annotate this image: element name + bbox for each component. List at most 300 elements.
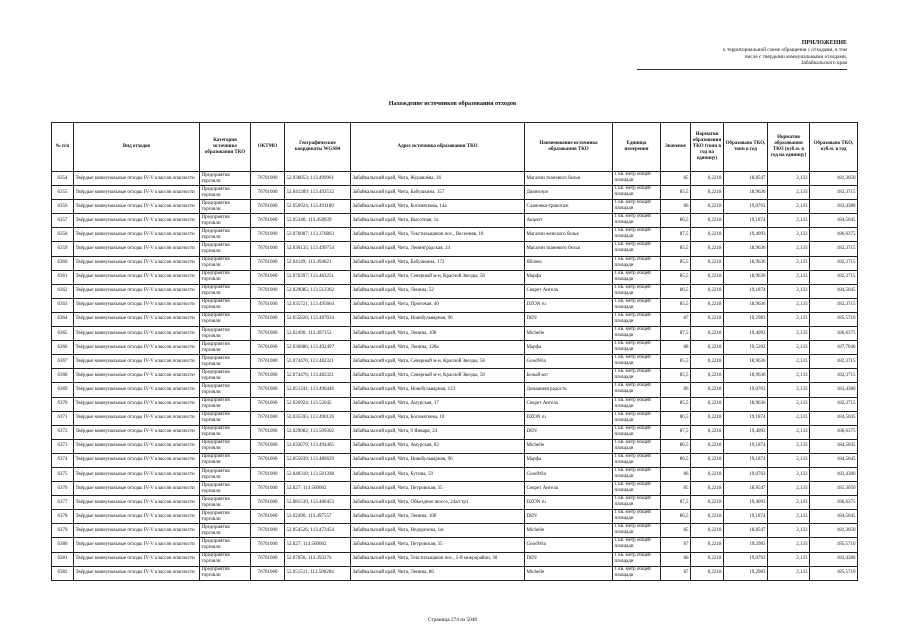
table-row	[52, 327, 858, 341]
cell-tko-tonnes: 18,9636	[724, 256, 768, 270]
cell-waste-type: Твёрдые коммунальные отходы IV-V классов опасности	[74, 411, 200, 425]
cell-tko-tonnes: 18,9636	[724, 355, 768, 369]
cell-unit: 1 кв. метр общей площади	[613, 341, 661, 355]
cell-unit: 1 кв. метр общей площади	[613, 298, 661, 312]
cell-coordinates: 52.036853; 113.499961	[285, 172, 351, 186]
cell-value: 85,5	[661, 186, 691, 200]
cell-norm-tonnes: 0,2218	[691, 242, 724, 256]
column-header: Вид отходов	[74, 123, 200, 172]
cell-value: 85,5	[661, 355, 691, 369]
cell-row-number: 6369	[52, 383, 74, 397]
cell-unit: 1 кв. метр общей площади	[613, 186, 661, 200]
cell-unit: 1 кв. метр общей площади	[613, 425, 661, 439]
cell-norm-cubic: 2,133	[768, 270, 810, 284]
table-row	[52, 312, 858, 326]
cell-oktmo: 76701000	[251, 172, 285, 186]
appendix-line: числе с твердыми коммунальными отходами,	[744, 53, 847, 60]
cell-address: Забайкальский край, Чита, Северный м-н, Красной Звезды, 58	[351, 270, 525, 284]
cell-row-number: 6361	[52, 270, 74, 284]
cell-coordinates: 52.033679; 113.494465	[285, 439, 351, 453]
column-header: Единица измерения	[613, 123, 661, 172]
cell-oktmo: 76701000	[251, 566, 285, 580]
cell-address: Забайкальский край, Чита, Проезжая, 40	[351, 298, 525, 312]
column-header: Норматив образования ТКО (куб.м. в год на единицу)	[768, 123, 810, 172]
cell-category: Предприятия торговли	[200, 552, 251, 566]
cell-tko-cubic: 181,3050	[810, 172, 858, 186]
cell-tko-cubic: 183,4380	[810, 467, 858, 481]
cell-tko-tonnes: 19,1874	[724, 510, 768, 524]
cell-source-name: Michelle	[525, 524, 613, 538]
cell-waste-type: Твёрдые коммунальные отходы IV-V классов опасности	[74, 383, 200, 397]
cell-value: 87,5	[661, 425, 691, 439]
cell-oktmo: 76701000	[251, 482, 285, 496]
cell-norm-tonnes: 0,2218	[691, 327, 724, 341]
cell-address: Забайкальский край, Чита, Ленина, 86	[351, 566, 525, 580]
cell-oktmo: 76701000	[251, 425, 285, 439]
appendix-line: к территориальной схеме обращения с отходами, в том	[723, 47, 847, 54]
cell-norm-tonnes: 0,2218	[691, 214, 724, 228]
cell-row-number: 6381	[52, 552, 74, 566]
cell-category: Предприятия торговли	[200, 482, 251, 496]
cell-value: 85,5	[661, 242, 691, 256]
cell-source-name: Секрет Ангела	[525, 482, 613, 496]
cell-row-number: 6356	[52, 200, 74, 214]
table-row	[52, 242, 858, 256]
cell-tko-tonnes: 19,0763	[724, 467, 768, 481]
cell-address: Забайкальский край, Чита, Петровская, 35	[351, 482, 525, 496]
cell-norm-tonnes: 0,2218	[691, 284, 724, 298]
cell-oktmo: 76701000	[251, 538, 285, 552]
cell-address: Забайкальский край, Чита, Текстильщиков пос., 5-й микрорайон, 30	[351, 552, 525, 566]
cell-value: 87,5	[661, 327, 691, 341]
cell-waste-type: Твёрдые коммунальные отходы IV-V классов опасности	[74, 496, 200, 510]
cell-tko-cubic: 184,5045	[810, 453, 858, 467]
cell-source-name: GoodWin	[525, 538, 613, 552]
cell-norm-cubic: 2,133	[768, 298, 810, 312]
cell-unit: 1 кв. метр общей площади	[613, 214, 661, 228]
cell-tko-cubic: 182,3715	[810, 355, 858, 369]
cell-tko-cubic: 187,7040	[810, 341, 858, 355]
table-row	[52, 425, 858, 439]
cell-tko-tonnes: 18,9636	[724, 270, 768, 284]
cell-coordinates: 52.030135; 113.499754	[285, 242, 351, 256]
cell-coordinates: 52.04149; 113.494621	[285, 256, 351, 270]
cell-category: Предприятия торговли	[200, 538, 251, 552]
cell-row-number: 6378	[52, 510, 74, 524]
cell-tko-tonnes: 18,9636	[724, 242, 768, 256]
cell-address: Забайкальский край, Чита, Северный м-н, Красной Звезды, 58	[351, 369, 525, 383]
cell-row-number: 6372	[52, 425, 74, 439]
cell-address: Забайкальский край, Чита, 9 Января, 24	[351, 425, 525, 439]
cell-oktmo: 76701000	[251, 341, 285, 355]
cell-tko-cubic: 181,3050	[810, 524, 858, 538]
cell-tko-tonnes: 19,1874	[724, 411, 768, 425]
table-row	[52, 538, 858, 552]
cell-waste-type: Твёрдые коммунальные отходы IV-V классов опасности	[74, 538, 200, 552]
cell-value: 85,5	[661, 270, 691, 284]
cell-row-number: 6359	[52, 242, 74, 256]
cell-value: 86,5	[661, 439, 691, 453]
cell-coordinates: 52.041289; 113.492532	[285, 186, 351, 200]
cell-coordinates: 52.051511; 113.506204	[285, 566, 351, 580]
cell-source-name: GoodWin	[525, 467, 613, 481]
cell-source-name: DZON ru	[525, 496, 613, 510]
cell-row-number: 6360	[52, 256, 74, 270]
cell-norm-cubic: 2,133	[768, 453, 810, 467]
cell-norm-tonnes: 0,2218	[691, 524, 724, 538]
cell-coordinates: 52.07056; 113.393276	[285, 552, 351, 566]
cell-category: Предприятия торговли	[200, 439, 251, 453]
cell-category: Предприятия торговли	[200, 312, 251, 326]
cell-waste-type: Твёрдые коммунальные отходы IV-V классов опасности	[74, 439, 200, 453]
cell-unit: 1 кв. метр общей площади	[613, 200, 661, 214]
cell-address: Забайкальский край, Чита, Ленина, 52	[351, 284, 525, 298]
cell-unit: 1 кв. метр общей площади	[613, 270, 661, 284]
cell-norm-cubic: 2,133	[768, 538, 810, 552]
cell-coordinates: 52.051241; 113.496446	[285, 383, 351, 397]
cell-source-name: Магазин тканевого белья	[525, 172, 613, 186]
cell-norm-tonnes: 0,2218	[691, 298, 724, 312]
cell-unit: 1 кв. метр общей площади	[613, 482, 661, 496]
cell-tko-tonnes: 19,2983	[724, 566, 768, 580]
cell-tko-cubic: 186,6375	[810, 496, 858, 510]
cell-unit: 1 кв. метр общей площади	[613, 552, 661, 566]
cell-tko-cubic: 185,5710	[810, 538, 858, 552]
cell-tko-cubic: 183,4380	[810, 383, 858, 397]
cell-source-name: Джинсеро	[525, 186, 613, 200]
cell-tko-tonnes: 19,1874	[724, 214, 768, 228]
cell-unit: 1 кв. метр общей площади	[613, 327, 661, 341]
cell-source-name: Michelle	[525, 439, 613, 453]
cell-coordinates: 52.036886; 113.492497	[285, 341, 351, 355]
cell-waste-type: Твёрдые коммунальные отходы IV-V классов опасности	[74, 228, 200, 242]
cell-row-number: 6358	[52, 228, 74, 242]
cell-unit: 1 кв. метр общей площади	[613, 467, 661, 481]
cell-norm-cubic: 2,133	[768, 397, 810, 411]
cell-source-name: Магазин тканевого белья	[525, 242, 613, 256]
cell-tko-tonnes: 19,4093	[724, 425, 768, 439]
table-body	[52, 172, 858, 581]
column-header: Наименование источника образования ТКО	[525, 123, 613, 172]
table-row	[52, 200, 858, 214]
cell-source-name: Марфа	[525, 453, 613, 467]
cell-address: Забайкальский край, Чита, Высотная, 1а	[351, 214, 525, 228]
table-row	[52, 256, 858, 270]
cell-coordinates: 52.02496; 113.497557	[285, 510, 351, 524]
cell-oktmo: 76701000	[251, 496, 285, 510]
cell-waste-type: Твёрдые коммунальные отходы IV-V классов опасности	[74, 172, 200, 186]
cell-tko-cubic: 186,6375	[810, 327, 858, 341]
cell-norm-tonnes: 0,2218	[691, 566, 724, 580]
cell-oktmo: 76701000	[251, 327, 285, 341]
cell-norm-cubic: 2,133	[768, 510, 810, 524]
cell-unit: 1 кв. метр общей площади	[613, 355, 661, 369]
cell-norm-cubic: 2,133	[768, 284, 810, 298]
cell-oktmo: 76701000	[251, 214, 285, 228]
cell-address: Забайкальский край, Чита, Объездное шоссе, 24а/стр1	[351, 496, 525, 510]
cell-address: Забайкальский край, Чита, Богомягкова, 14а	[351, 200, 525, 214]
cell-coordinates: 52.027; 113.500062	[285, 482, 351, 496]
cell-row-number: 6355	[52, 186, 74, 200]
cell-category: Предприятия торговли	[200, 369, 251, 383]
cell-category: Предприятия торговли	[200, 355, 251, 369]
cell-tko-cubic: 185,5710	[810, 566, 858, 580]
cell-source-name: DEN	[525, 425, 613, 439]
cell-tko-tonnes: 18,8547	[724, 482, 768, 496]
cell-norm-cubic: 2,133	[768, 467, 810, 481]
cell-oktmo: 76701000	[251, 186, 285, 200]
cell-category: Предприятия торговли	[200, 284, 251, 298]
cell-waste-type: Твёрдые коммунальные отходы IV-V классов опасности	[74, 453, 200, 467]
cell-value: 86	[661, 200, 691, 214]
cell-waste-type: Твёрдые коммунальные отходы IV-V классов опасности	[74, 425, 200, 439]
cell-address: Забайкальский край, Чита, Северный м-н, Красной Звезды, 58	[351, 355, 525, 369]
cell-address: Забайкальский край, Чита, Ленина, 128а	[351, 341, 525, 355]
cell-category: Предприятия торговли	[200, 186, 251, 200]
cell-value: 87,5	[661, 228, 691, 242]
cell-norm-cubic: 2,133	[768, 482, 810, 496]
cell-oktmo: 76701000	[251, 312, 285, 326]
cell-tko-tonnes: 18,9636	[724, 369, 768, 383]
cell-waste-type: Твёрдые коммунальные отходы IV-V классов опасности	[74, 467, 200, 481]
cell-waste-type: Твёрдые коммунальные отходы IV-V классов опасности	[74, 482, 200, 496]
cell-norm-tonnes: 0,2218	[691, 411, 724, 425]
cell-norm-cubic: 2,133	[768, 242, 810, 256]
cell-tko-tonnes: 19,4093	[724, 228, 768, 242]
cell-norm-tonnes: 0,2218	[691, 186, 724, 200]
cell-tko-cubic: 182,3715	[810, 270, 858, 284]
cell-norm-tonnes: 0,2218	[691, 439, 724, 453]
cell-norm-tonnes: 0,2218	[691, 552, 724, 566]
column-header: Адрес источника образования ТКО	[351, 123, 525, 172]
cell-address: Забайкальский край, Чита, Амурская, 17	[351, 397, 525, 411]
cell-oktmo: 76701000	[251, 256, 285, 270]
table-row	[52, 284, 858, 298]
cell-unit: 1 кв. метр общей площади	[613, 284, 661, 298]
cell-norm-tonnes: 0,2218	[691, 510, 724, 524]
cell-norm-tonnes: 0,2218	[691, 397, 724, 411]
cell-unit: 1 кв. метр общей площади	[613, 172, 661, 186]
cell-oktmo: 76701000	[251, 383, 285, 397]
cell-tko-cubic: 184,5045	[810, 214, 858, 228]
cell-category: Предприятия торговли	[200, 383, 251, 397]
cell-waste-type: Твёрдые коммунальные отходы IV-V классов опасности	[74, 566, 200, 580]
cell-row-number: 6354	[52, 172, 74, 186]
cell-waste-type: Твёрдые коммунальные отходы IV-V классов опасности	[74, 284, 200, 298]
cell-value: 87,5	[661, 496, 691, 510]
cell-tko-cubic: 182,3715	[810, 242, 858, 256]
cell-value: 85,5	[661, 397, 691, 411]
cell-oktmo: 76701000	[251, 284, 285, 298]
cell-source-name: DEN	[525, 510, 613, 524]
cell-norm-cubic: 2,133	[768, 186, 810, 200]
cell-coordinates: 52.02496; 113.497153	[285, 327, 351, 341]
table-row	[52, 172, 858, 186]
cell-norm-tonnes: 0,2218	[691, 369, 724, 383]
cell-unit: 1 кв. метр общей площади	[613, 510, 661, 524]
cell-category: Предприятия торговли	[200, 256, 251, 270]
cell-unit: 1 кв. метр общей площади	[613, 538, 661, 552]
cell-value: 86,5	[661, 214, 691, 228]
cell-tko-cubic: 184,5045	[810, 510, 858, 524]
cell-category: Предприятия торговли	[200, 341, 251, 355]
cell-value: 85,5	[661, 369, 691, 383]
cell-value: 85	[661, 172, 691, 186]
cell-row-number: 6376	[52, 482, 74, 496]
cell-address: Забайкальский край, Чита, Ленина, 108	[351, 510, 525, 524]
cell-tko-tonnes: 19,2983	[724, 538, 768, 552]
cell-unit: 1 кв. метр общей площади	[613, 524, 661, 538]
cell-norm-cubic: 2,133	[768, 312, 810, 326]
cell-category: Предприятия торговли	[200, 327, 251, 341]
cell-oktmo: 76701000	[251, 510, 285, 524]
cell-address: Забайкальский край, Чита, Бутина, 59	[351, 467, 525, 481]
cell-tko-cubic: 185,5710	[810, 312, 858, 326]
cell-value: 85	[661, 524, 691, 538]
cell-row-number: 6366	[52, 341, 74, 355]
cell-tko-cubic: 184,5045	[810, 411, 858, 425]
column-header: Географические координаты WGS84	[285, 123, 351, 172]
cell-norm-cubic: 2,133	[768, 355, 810, 369]
cell-coordinates: 52.055826; 113.487034	[285, 312, 351, 326]
page-heading: Нахождение источников образования отходов	[388, 100, 517, 107]
cell-unit: 1 кв. метр общей площади	[613, 312, 661, 326]
cell-value: 86	[661, 552, 691, 566]
cell-value: 88	[661, 341, 691, 355]
cell-norm-cubic: 2,133	[768, 327, 810, 341]
cell-value: 85,5	[661, 298, 691, 312]
cell-address: Забайкальский край, Чита, Петровская, 35	[351, 538, 525, 552]
cell-coordinates: 52.027; 113.500062	[285, 538, 351, 552]
cell-address: Забайкальский край, Чита, Ленина, 108	[351, 327, 525, 341]
cell-tko-tonnes: 19,2983	[724, 312, 768, 326]
cell-row-number: 6364	[52, 312, 74, 326]
cell-waste-type: Твёрдые коммунальные отходы IV-V классов опасности	[74, 214, 200, 228]
cell-oktmo: 76701000	[251, 453, 285, 467]
cell-norm-tonnes: 0,2218	[691, 355, 724, 369]
cell-category: Предприятия торговли	[200, 496, 251, 510]
cell-source-name: Магазин женского белья	[525, 228, 613, 242]
cell-address: Забайкальский край, Чита, Журавлёва, 36	[351, 172, 525, 186]
table-row	[52, 411, 858, 425]
appendix-title: ПРИЛОЖЕНИЕ	[801, 40, 847, 46]
table-row	[52, 467, 858, 481]
table-row	[52, 453, 858, 467]
cell-source-name: DEN	[525, 552, 613, 566]
cell-norm-tonnes: 0,2218	[691, 383, 724, 397]
cell-category: Предприятия торговли	[200, 453, 251, 467]
cell-coordinates: 52.026924; 113.52045	[285, 397, 351, 411]
cell-row-number: 6371	[52, 411, 74, 425]
cell-norm-cubic: 2,133	[768, 496, 810, 510]
cell-tko-tonnes: 19,1874	[724, 453, 768, 467]
cell-source-name: DZON ru	[525, 411, 613, 425]
cell-address: Забайкальский край, Чита, Новобульварная, 123	[351, 383, 525, 397]
appendix-block	[637, 40, 847, 70]
cell-tko-tonnes: 19,4093	[724, 327, 768, 341]
cell-unit: 1 кв. метр общей площади	[613, 228, 661, 242]
cell-norm-tonnes: 0,2218	[691, 228, 724, 242]
cell-coordinates: 52.055839; 113.486629	[285, 453, 351, 467]
cell-coordinates: 52.076007; 113.376863	[285, 228, 351, 242]
cell-source-name: GoodWin	[525, 355, 613, 369]
cell-row-number: 6379	[52, 524, 74, 538]
table-row	[52, 439, 858, 453]
cell-norm-cubic: 2,133	[768, 228, 810, 242]
cell-coordinates: 52.076397; 113.483251	[285, 270, 351, 284]
cell-norm-tonnes: 0,2218	[691, 270, 724, 284]
cell-source-name: Домашняя радость	[525, 383, 613, 397]
cell-norm-cubic: 2,133	[768, 411, 810, 425]
cell-unit: 1 кв. метр общей площади	[613, 397, 661, 411]
cell-norm-cubic: 2,133	[768, 256, 810, 270]
cell-oktmo: 76701000	[251, 524, 285, 538]
cell-norm-cubic: 2,133	[768, 172, 810, 186]
cell-tko-cubic: 184,5045	[810, 284, 858, 298]
cell-oktmo: 76701000	[251, 242, 285, 256]
cell-category: Предприятия торговли	[200, 228, 251, 242]
cell-value: 86	[661, 467, 691, 481]
cell-norm-cubic: 2,133	[768, 369, 810, 383]
cell-row-number: 6375	[52, 467, 74, 481]
cell-norm-tonnes: 0,2218	[691, 538, 724, 552]
cell-oktmo: 76701000	[251, 552, 285, 566]
cell-row-number: 6373	[52, 439, 74, 453]
table-row	[52, 482, 858, 496]
cell-norm-tonnes: 0,2218	[691, 482, 724, 496]
cell-category: Предприятия торговли	[200, 242, 251, 256]
cell-norm-cubic: 2,133	[768, 566, 810, 580]
cell-tko-tonnes: 18,8547	[724, 172, 768, 186]
cell-norm-cubic: 2,133	[768, 439, 810, 453]
cell-tko-tonnes: 18,9636	[724, 397, 768, 411]
table-row	[52, 496, 858, 510]
table-row	[52, 369, 858, 383]
table-row	[52, 214, 858, 228]
cell-row-number: 6363	[52, 298, 74, 312]
table-row	[52, 524, 858, 538]
cell-tko-cubic: 183,4380	[810, 200, 858, 214]
table-row	[52, 270, 858, 284]
table-row	[52, 186, 858, 200]
cell-waste-type: Твёрдые коммунальные отходы IV-V классов опасности	[74, 524, 200, 538]
table-header-row	[52, 123, 858, 172]
cell-tko-tonnes: 18,9636	[724, 186, 768, 200]
cell-norm-cubic: 2,133	[768, 425, 810, 439]
cell-waste-type: Твёрдые коммунальные отходы IV-V классов опасности	[74, 200, 200, 214]
cell-coordinates: 52.048318; 113.501398	[285, 467, 351, 481]
cell-unit: 1 кв. метр общей площади	[613, 411, 661, 425]
cell-waste-type: Твёрдые коммунальные отходы IV-V классов опасности	[74, 369, 200, 383]
cell-waste-type: Твёрдые коммунальные отходы IV-V классов опасности	[74, 312, 200, 326]
cell-oktmo: 76701000	[251, 439, 285, 453]
cell-address: Забайкальский край, Чита, Амурская, 82	[351, 439, 525, 453]
cell-unit: 1 кв. метр общей площади	[613, 256, 661, 270]
cell-tko-cubic: 182,3715	[810, 397, 858, 411]
cell-norm-tonnes: 0,2218	[691, 200, 724, 214]
cell-category: Предприятия торговли	[200, 200, 251, 214]
cell-value: 86,5	[661, 510, 691, 524]
cell-waste-type: Твёрдые коммунальные отходы IV-V классов опасности	[74, 355, 200, 369]
column-header: Образовано ТКО, куб.м. в год	[810, 123, 858, 172]
page-footer: Страница 274 из 5048	[427, 617, 478, 623]
cell-norm-tonnes: 0,2218	[691, 467, 724, 481]
cell-oktmo: 76701000	[251, 397, 285, 411]
cell-coordinates: 52.035595; 113.490126	[285, 411, 351, 425]
cell-row-number: 6362	[52, 284, 74, 298]
cell-tko-tonnes: 19,1874	[724, 439, 768, 453]
cell-waste-type: Твёрдые коммунальные отходы IV-V классов опасности	[74, 242, 200, 256]
